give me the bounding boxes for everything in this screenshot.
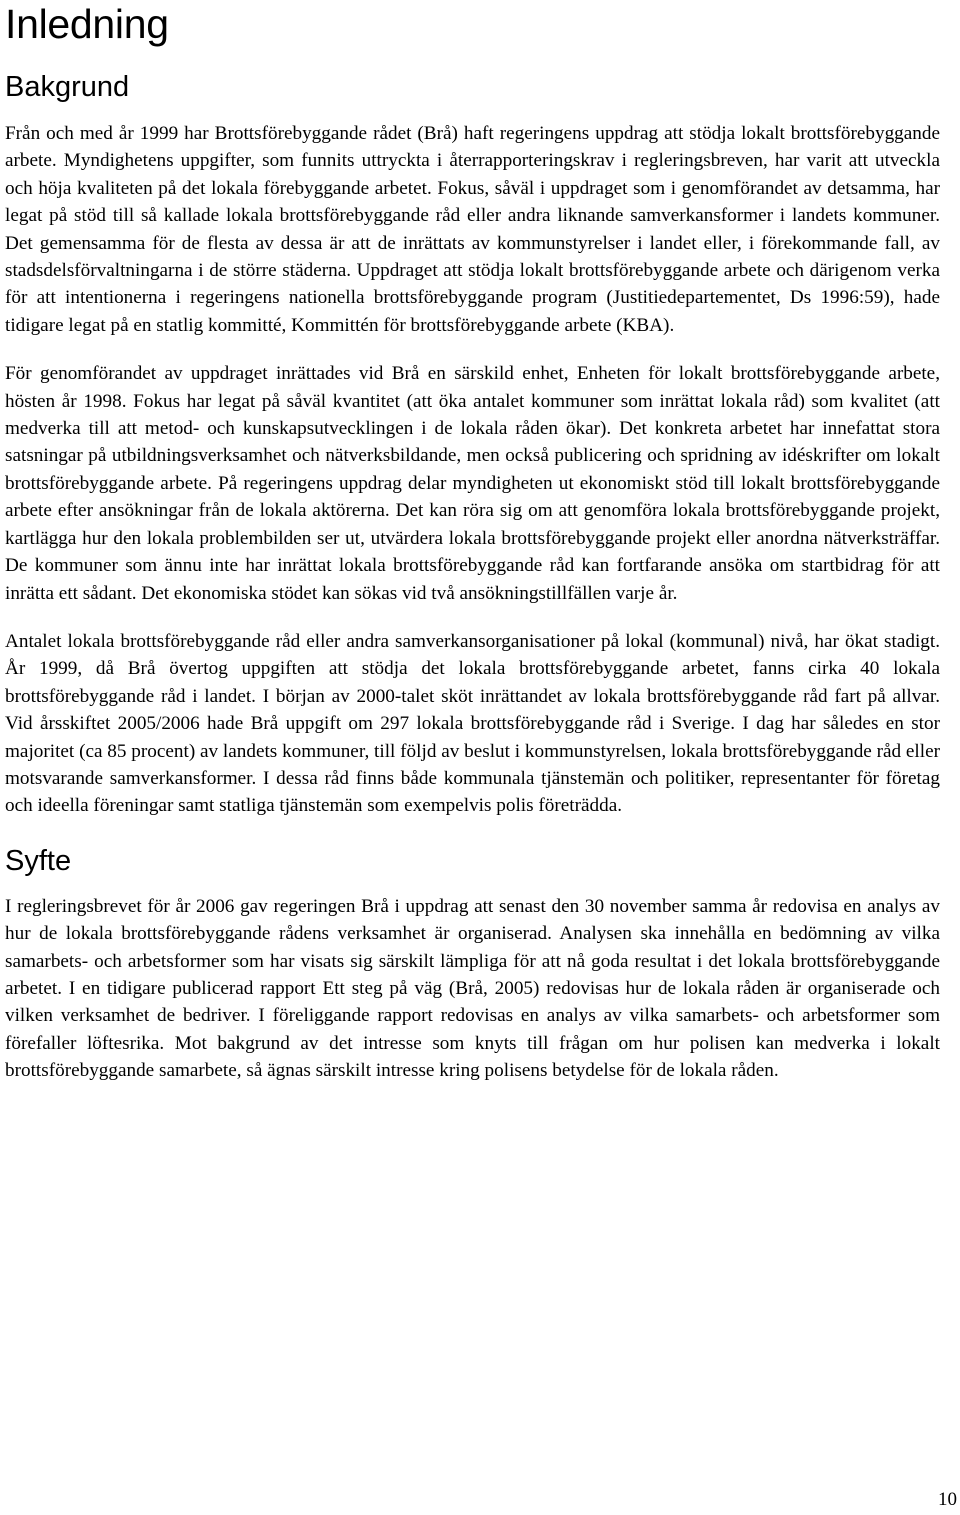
section-heading-purpose: Syfte [5,844,72,877]
page-number: 10 [938,1489,957,1510]
paragraph-background-3: Antalet lokala brottsförebyggande råd eller andra samverkansorganisationer på lokal (kommunal) nivå, har ökat stadigt. År 1999, då Brå övertog uppgiften att stödja det lokala brottsförebyggande arbetet, fanns cirka 40 lokala brottsförebyggande råd i landet. I början av 2000-talet sköt inrättandet av lokala brottsförebyggande råd fart på allvar. Vid årsskiftet 2005/2006 hade Brå uppgift om 297 lokala brottsförebyggande råd i Sverige. I dag har således en stor majoritet (ca 85 procent) av landets kommuner, till följd av beslut i kommunstyrelsen, lokala brottsförebyggande råd eller motsvarande samverkansformer. I dessa råd finns både kommunala tjänstemän och politiker, representanter för företag och ideella föreningar samt statliga tjänstemän som exempelvis polis företrädda. [5,630,940,817]
paragraph-background-2: För genomförandet av uppdraget inrättades vid Brå en särskild enhet, Enheten för lokalt brottsförebyggande arbete, hösten år 1998. Fokus har legat på såväl kvantitet (att öka antalet kommuner som inrättat lokala råd) som kvalitet (att medverka till att metod- och kunskapsutvecklingen i de lokala råden ökar). Det konkreta arbetet har innefattat stora satsningar på utbildningsverksamhet och nätverksbildande, men också publicering och spridning av idéskrifter om lokalt brottsförebyggande arbete. På regeringens uppdrag delar myndigheten ut ekonomiskt stöd till lokalt brottsförebyggande arbete efter ansökningar från de lokala aktörerna. Det kan röra sig om att genomföra lokala brottsförebyggande projekt, kartlägga hur den lokala problembilden ser ut, utvärdera lokala brottsförebyggande projekt eller anordna nätverksträffar. De kommuner som ännu inte har inrättat lokala brottsförebyggande råd kan fortfarande ansöka om startbidrag för att inrätta ett sådant. Det ekonomiska stödet kan sökas vid två ansökningstillfällen varje år. [5,363,940,604]
paragraph-background-1: Från och med år 1999 har Brottsförebyggande rådet (Brå) haft regeringens uppdrag att stödja lokalt brottsförebyggande arbete. Myndighetens uppgifter, som funnits uttryckta i återrapporteringskrav i regleringsbreven, har varit att utveckla och höja kvaliteten på det lokala förebyggande arbetet. Fokus, såväl i uppdraget som i genomförandet av detsamma, har legat på stöd till så kallade lokala brottsförebyggande råd eller andra liknande samverkansformer i landets kommuner. Det gemensamma för de flesta av dessa är att de inrättats av kommunstyrelser i landet eller, i förekommande fall, av stadsdelsförvaltningarna i de större städerna. Uppdraget att stödja lokalt brottsförebyggande arbete och därigenom verka för att intentionerna i regeringens nationella brottsförebyggande program (Justitiedepartementet, Ds 1996:59), hade tidigare legat på en statlig kommitté, Kommittén för brottsförebyggande arbete (KBA). [5,123,940,336]
section-heading-background: Bakgrund [5,71,130,103]
document-page [5,0,940,1085]
chapter-heading: Inledning [5,1,169,47]
paragraph-purpose-1: I regleringsbrevet för år 2006 gav regeringen Brå i uppdrag att senast den 30 november samma år redovisa en analys av hur de lokala brottsförebyggande rådens verksamhet är organiserad. Analysen ska innehålla en bedömning av vilka samarbets- och arbetsformer som har visats sig särskilt lämpliga för att nå goda resultat i det lokala brottsförebyggande arbetet. I en tidigare publicerad rapport Ett steg på väg (Brå, 2005) redovisas hur de lokala råden är organiserade och vilken verksamhet de bedriver. I föreliggande rapport redovisas en analys av vilka samarbets- och arbetsformer som förefaller löftesrika. Mot bakgrund av det intresse som knyts till frågan om hur polisen kan medverka i lokalt brottsförebyggande samarbete, så ägnas särskilt intresse kring polisens betydelse för de lokala råden. [5,895,940,1082]
